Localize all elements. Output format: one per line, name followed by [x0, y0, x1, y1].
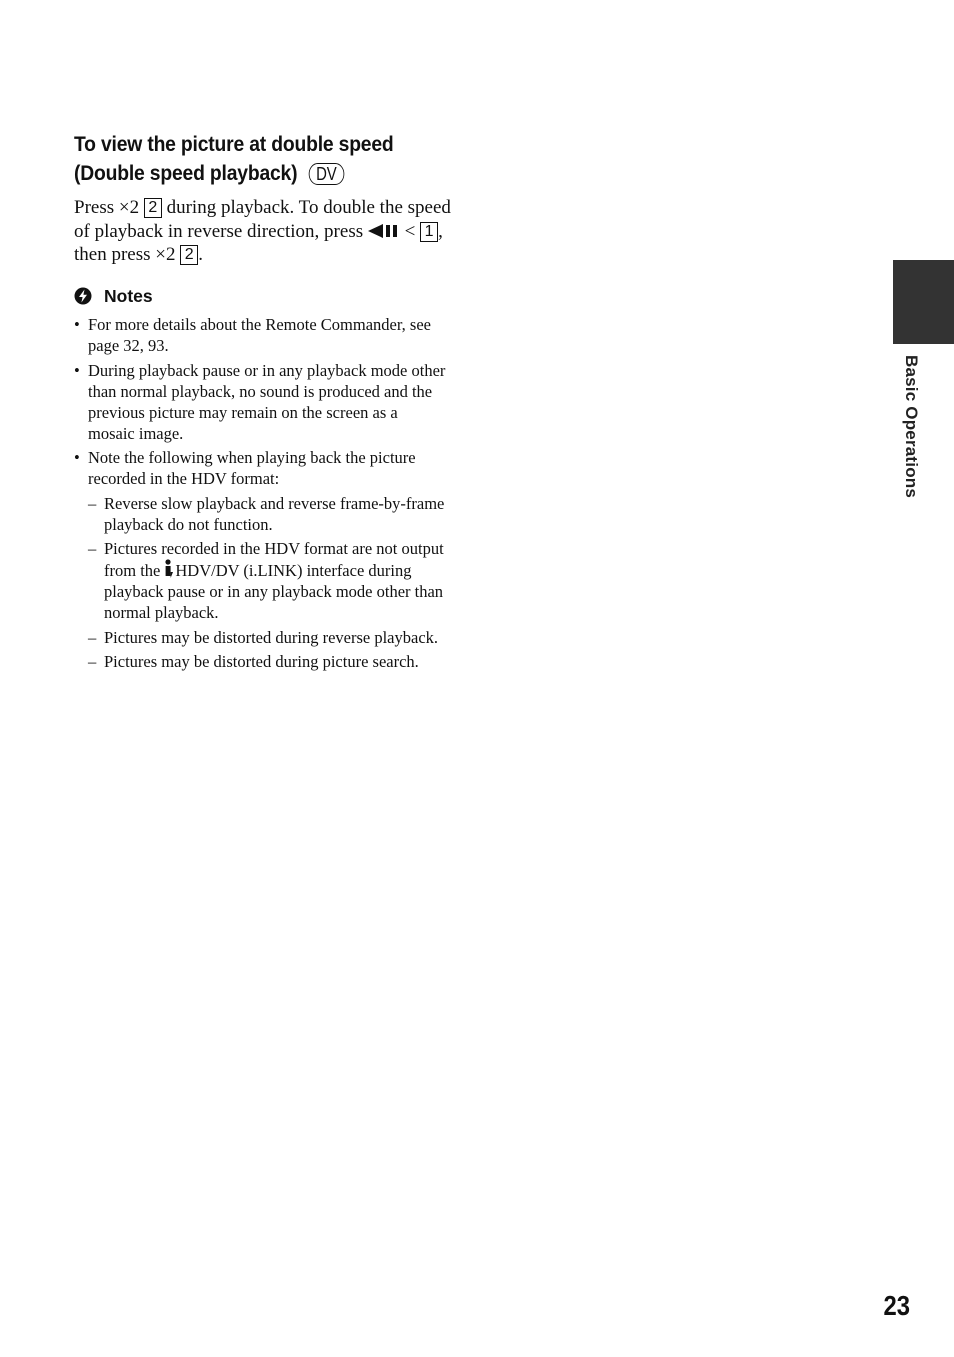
intro-text-3: , then press ×2: [74, 220, 443, 265]
chapter-tab-marker: [893, 260, 954, 344]
section-heading-line2: [74, 159, 460, 188]
intro-text-4: .: [198, 244, 203, 265]
chapter-tab-label: [897, 355, 921, 500]
note-item-1: [74, 314, 446, 356]
note-item-3: [74, 447, 446, 489]
dash-mark: –: [88, 493, 97, 513]
note-item-3-text: Note the following when playing back the picture recorded in the HDV format:: [88, 448, 416, 488]
dv-badge: DV: [309, 163, 344, 185]
dash-mark: –: [88, 539, 97, 558]
bullet-mark: •: [74, 448, 80, 467]
reverse-pause-icon: [368, 224, 400, 238]
bullet-mark: •: [74, 315, 80, 334]
ilink-icon: [163, 559, 174, 579]
section-heading-line1: To view the picture at double speed: [74, 133, 394, 156]
notes-heading-label: Notes: [104, 286, 153, 306]
notes-warning-icon: [74, 287, 92, 305]
sub-note-item-4-text: Pictures may be distorted during picture search.: [104, 652, 419, 671]
dash-mark: –: [88, 652, 97, 671]
intro-text-lt: <: [399, 220, 421, 242]
intro-paragraph: [74, 196, 454, 267]
note-item-2: [74, 360, 446, 444]
chapter-tab-label-text: Basic Operations: [902, 355, 921, 499]
sub-note-item-1-text: Reverse slow playback and reverse frame-by-frame playback do not function.: [104, 493, 445, 534]
sub-note-item-3: [74, 627, 446, 648]
note-item-2-text: During playback pause or in any playback mode other than normal playback, no sound is produced and the previous picture may remain on the screen as a mosaic image.: [88, 360, 446, 443]
notes-list: [74, 314, 446, 676]
intro-text-2: during playback. To double the speed of playback in reverse direction, press: [74, 197, 451, 242]
button-ref-1: 1: [420, 222, 438, 242]
sub-note-item-2: [74, 538, 446, 623]
page-number: 23: [883, 1290, 910, 1321]
button-ref-2: 2: [144, 198, 162, 218]
button-ref-2b: 2: [180, 245, 198, 265]
section-heading-line2-text: (Double speed playback): [74, 162, 298, 185]
section-heading: [74, 130, 460, 188]
notes-heading: [74, 285, 153, 307]
sub-note-item-3-text: Pictures may be distorted during reverse playback.: [104, 627, 439, 647]
sub-note-item-2-text-b: HDV/DV (i.LINK) interface during playback pause or in any playback mode other than normal playback.: [104, 561, 444, 622]
bullet-mark: •: [74, 360, 80, 380]
note-item-1-text: For more details about the Remote Commander, see page 32, 93.: [88, 315, 432, 355]
sub-note-item-2-text-a: Pictures recorded in the HDV format are not output from the: [104, 539, 444, 580]
dash-mark: –: [88, 627, 97, 647]
sub-note-item-1: [74, 493, 446, 535]
intro-text-1: Press ×2: [74, 197, 144, 218]
sub-note-item-4: [74, 651, 446, 672]
